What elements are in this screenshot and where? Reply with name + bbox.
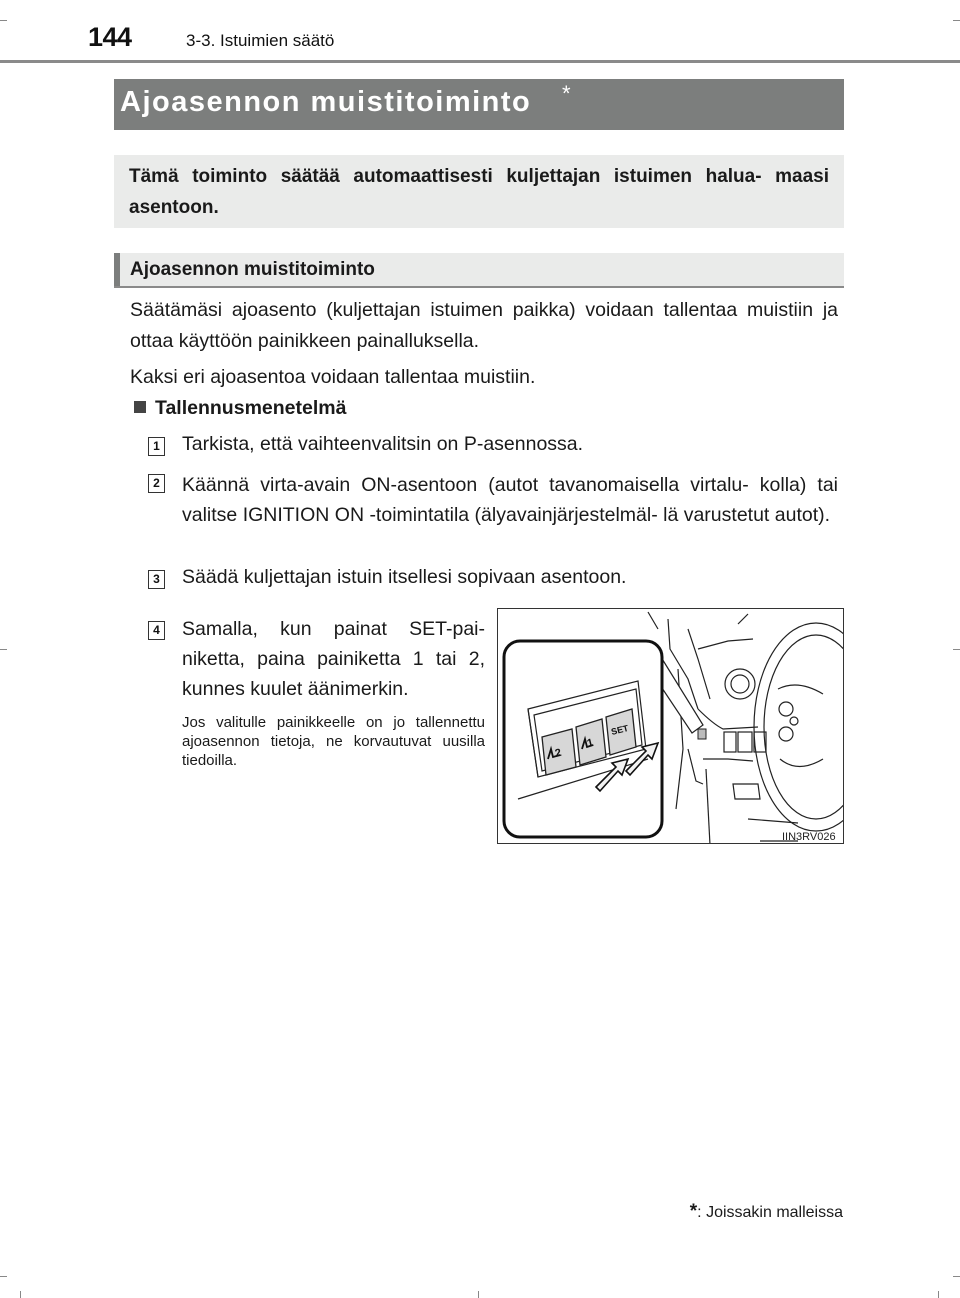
crop-mark — [0, 1276, 7, 1277]
memory-button-2-label: 2 — [553, 746, 563, 760]
section-reference: 3-3. Istuimien säätö — [186, 31, 335, 50]
page-title: Ajoasennon muistitoiminto — [120, 86, 532, 118]
seat-memory-illustration — [497, 608, 844, 844]
step-text: Tarkista, että vaihteenvalitsin on P-asennossa. — [182, 433, 584, 455]
paragraph-1: Säätämäsi ajoasento (kuljettajan istuimen paikka) voidaan tallentaa muistiin ja ottaa käyttöön painikkeen painalluksella. — [130, 299, 838, 352]
crop-mark — [953, 1276, 960, 1277]
subsection-heading: Ajoasennon muistitoiminto — [130, 259, 375, 280]
set-button-label: SET — [610, 723, 630, 737]
page-number: 144 — [88, 22, 132, 52]
footnote — [690, 1201, 843, 1223]
memory-button-1-label: 1 — [585, 736, 595, 750]
heading-accent — [114, 253, 120, 286]
illustration-drawing — [498, 609, 844, 844]
footnote-text: : Joissakin malleissa — [697, 1204, 843, 1221]
header-divider — [0, 60, 960, 63]
page-title-bar — [114, 79, 844, 130]
crop-mark — [953, 649, 960, 650]
intro-box — [114, 155, 844, 228]
crop-mark — [953, 20, 960, 21]
bullet-square-icon — [134, 401, 146, 413]
intro-text: Tämä toiminto säätää automaattisesti kuljettajan istuimen halua- maasi asentoon. — [129, 166, 829, 218]
step-number: 4 — [148, 621, 165, 640]
step-text: Käännä virta-avain ON-asentoon (autot tavanomaisella virtalu- kolla) tai valitse IGNITION ON -toimintatila (älyavainjärjestelmäl- lä varustetut autot). — [182, 474, 838, 526]
step-text: Säädä kuljettajan istuin itsellesi sopivaan asentoon. — [182, 566, 627, 588]
method-heading — [134, 397, 346, 420]
paragraph-2: Kaksi eri ajoasentoa voidaan tallentaa muistiin. — [130, 366, 536, 388]
step-note: Jos valitulle painikkeelle on jo tallennettu ajoasennon tietoja, ne korvautuvat uusilla tiedoilla. — [182, 714, 485, 769]
crop-mark — [0, 20, 7, 21]
footnote-marker: * — [689, 1201, 698, 1222]
asterisk-marker: * — [562, 81, 571, 106]
crop-mark — [20, 1291, 21, 1298]
crop-mark — [938, 1291, 939, 1298]
method-heading-text: Tallennusmenetelmä — [155, 397, 347, 419]
step-number: 1 — [148, 437, 165, 456]
subsection-heading-bar — [114, 253, 844, 288]
crop-mark — [0, 649, 7, 650]
step-number: 3 — [148, 570, 165, 589]
figure-code: IIN3RV026 — [782, 831, 836, 843]
step-text: Samalla, kun painat SET-pai- niketta, paina painiketta 1 tai 2, kunnes kuulet äänimerkin. — [182, 618, 485, 700]
step-number: 2 — [148, 474, 165, 493]
crop-mark — [478, 1291, 479, 1298]
